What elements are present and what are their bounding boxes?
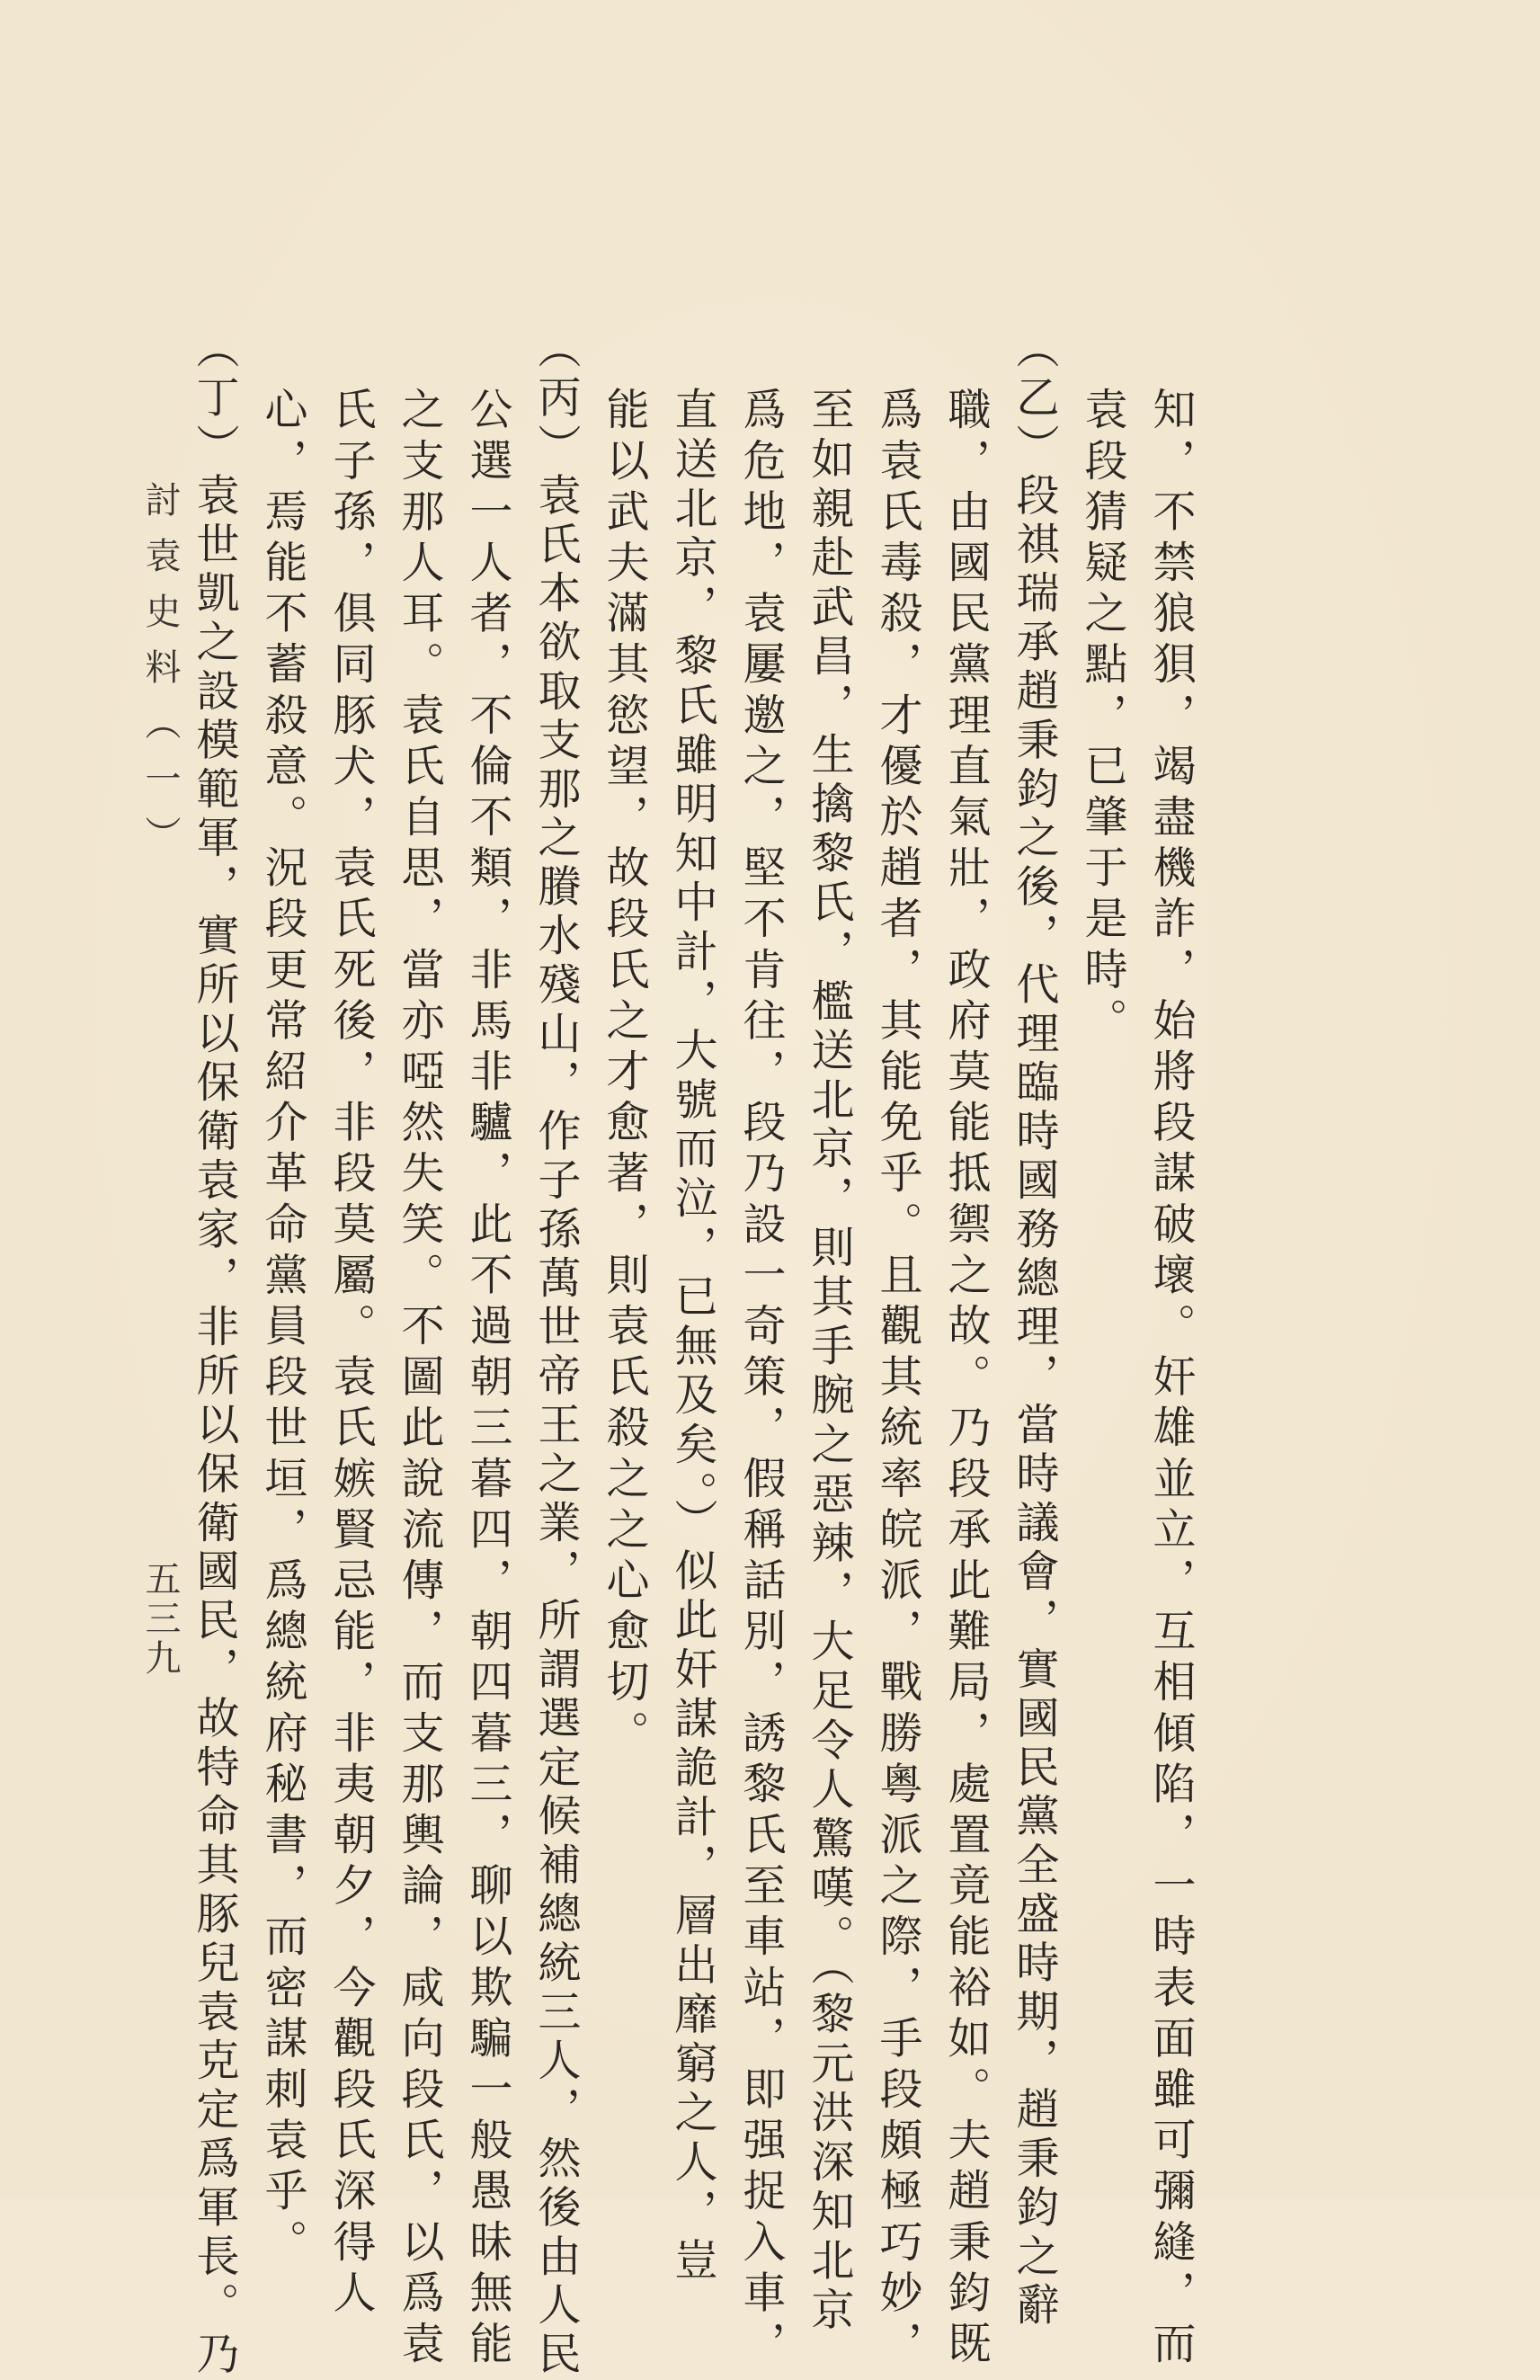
- text-column-9: 能以武夫滿其慾望，故段氏之才愈著，則袁氏殺之之心愈切。: [599, 387, 649, 1761]
- page-number: 五三九: [139, 1560, 181, 1679]
- text-column-12: 之支那人耳。袁氏自思，當亦啞然失笑。不圖此說流傳，而支那輿論，咸向段氏，以爲袁: [394, 387, 444, 2372]
- text-column-11: 公選一人者，不倫不類，非馬非驢，此不過朝三暮四，朝四暮三，聊以欺騙一般愚昧無能: [462, 387, 512, 2372]
- text-column-2: 袁段猜疑之點，已肇于是時。: [1077, 387, 1127, 1048]
- text-column-13: 氏子孫，俱同豚犬，袁氏死後，非段莫屬。袁氏嫉賢忌能，非夷朝夕，今觀段氏深得人: [325, 387, 376, 2321]
- text-column-6: 至如親赴武昌，生擒黎氏，檻送北京，則其手腕之惡辣，大足令人驚嘆。（黎元洪深知北京: [804, 387, 854, 2336]
- show-through-text: [1259, 333, 1316, 836]
- section-yi-column: （乙）段祺瑞承趙秉鈞之後，代理臨時國務總理，當時議會，實國民黨全盛時期，趙秉鈞之辭: [1009, 325, 1059, 2331]
- text-column-5: 爲袁氏毒殺，才優於趙者，其能免乎。且觀其統率皖派，戰勝粵派之際，手段頗極巧妙，: [872, 387, 922, 2372]
- running-title: 討袁史料（一）: [139, 481, 181, 871]
- section-ding-column: （丁）袁世凱之設模範軍，實所以保衛袁家，非所以保衛國民，故特命其豚兒袁克定爲軍長。乃: [189, 325, 239, 2380]
- text-column-14: 心，焉能不蓄殺意。況段更常紹介革命黨員段世垣，爲總統府秘書，而密謀刺袁乎。: [257, 387, 307, 2270]
- text-column-4: 職，由國民黨理直氣壯，政府莫能抵禦之故。乃段承此難局，處置竟能裕如。夫趙秉鈞既: [940, 387, 991, 2372]
- section-bing-column: （丙）袁氏本欲取支那之賸水殘山，作子孫萬世帝王之業，所謂選定候補總統三人，然後由人民: [530, 325, 581, 2380]
- text-column-1: 知，不禁狼狽，竭盡機詐，始將段謀破壞。奸雄並立，互相傾陷，一時表面雖可彌縫，而: [1145, 387, 1196, 2372]
- text-column-8: 直送北京，黎氏雖明知中計，大號而泣，已無及矣。）似此奸謀詭計，層出靡窮之人，豈: [667, 387, 717, 2287]
- text-column-7: 爲危地，袁屢邀之，堅不肯往，段乃設一奇策，假稱話別，誘黎氏至車站，即强捉入車，: [735, 387, 786, 2372]
